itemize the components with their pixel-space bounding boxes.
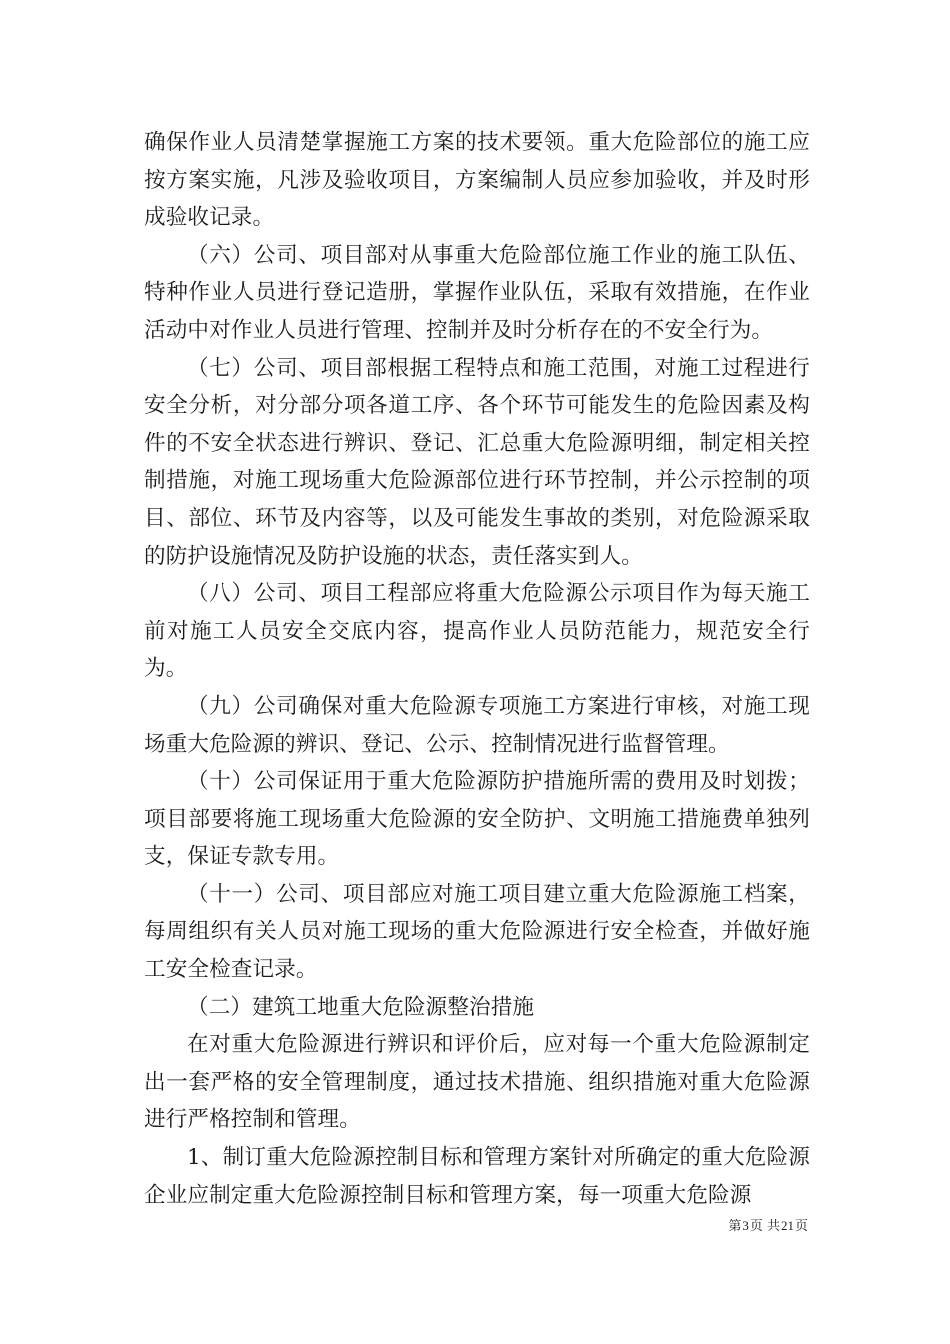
- paragraph-continuation: 确保作业人员清楚掌握施工方案的技术要领。重大危险部位的施工应按方案实施，凡涉及验收项目，方案编制人员应参加验收，并及时形成验收记录。: [144, 130, 810, 231]
- paragraph-item-6: （六）公司、项目部对从事重大危险部位施工作业的施工队伍、特种作业人员进行登记造册，掌握作业队伍，采取有效措施，在作业活动中对作业人员进行管理、控制并及时分析存在的不安全行为。: [144, 242, 810, 343]
- paragraph-step-1: 1、制订重大危险源控制目标和管理方案针对所确定的重大危险源企业应制定重大危险源控制目标和管理方案，每一项重大危险源: [144, 1145, 810, 1208]
- paragraph-item-7: （七）公司、项目部根据工程特点和施工范围，对施工过程进行安全分析，对分部分项各道工序、各个环节可能发生的危险因素及构件的不安全状态进行辨识、登记、汇总重大危险源明细，制定相关控制措施，对施工现场重大危险源部位进行环节控制，并公示控制的项目、部位、环节及内容等，以及可能发生事故的类别，对危险源采取的防护设施情况及防护设施的状态，责任落实到人。: [144, 355, 810, 569]
- page-footer: [728, 1218, 808, 1235]
- document-body: [144, 124, 810, 1214]
- paragraph-item-8: （八）公司、项目工程部应将重大危险源公示项目作为每天施工前对施工人员安全交底内容，提高作业人员防范能力，规范安全行为。: [144, 581, 810, 682]
- footer-current-page: 3: [742, 1218, 749, 1233]
- paragraph-intro: 在对重大危险源进行辨识和评价后，应对每一个重大危险源制定出一套严格的安全管理制度，通过技术措施、组织措施对重大危险源进行严格控制和管理。: [144, 1032, 810, 1133]
- footer-prefix: 第: [728, 1219, 742, 1234]
- paragraph-item-10: （十）公司保证用于重大危险源防护措施所需的费用及时划拨；项目部要将施工现场重大危险源的安全防护、文明施工措施费单独列支，保证专款专用。: [144, 769, 810, 870]
- section-heading: （二）建筑工地重大危险源整治措施: [187, 994, 535, 1020]
- paragraph-item-9: （九）公司确保对重大危险源专项施工方案进行审核，对施工现场重大危险源的辨识、登记、公示、控制情况进行监督管理。: [144, 693, 810, 757]
- footer-suffix: 页: [794, 1219, 808, 1234]
- footer-middle: 页 共: [749, 1219, 780, 1234]
- paragraph-item-11: （十一）公司、项目部应对施工项目建立重大危险源施工档案，每周组织有关人员对施工现场的重大危险源进行安全检查，并做好施工安全检查记录。: [144, 881, 810, 983]
- footer-total-pages: 21: [780, 1218, 794, 1233]
